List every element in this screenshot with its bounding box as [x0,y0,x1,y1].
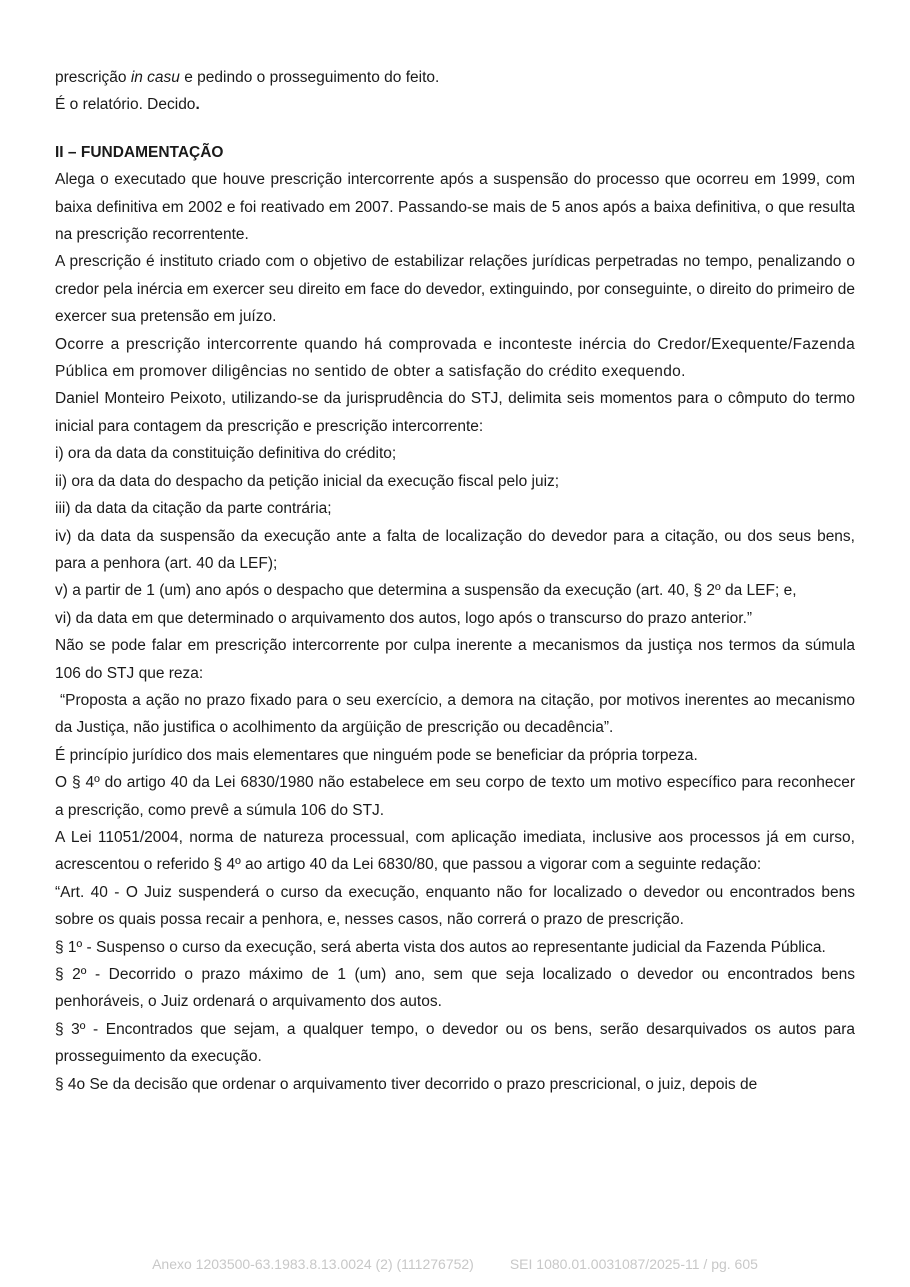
body-paragraph: Daniel Monteiro Peixoto, utilizando-se da jurisprudência do STJ, delimita seis momentos para o cômputo do termo inicial para contagem da prescrição e prescrição intercorrente: [55,390,855,435]
document-body [55,64,860,1098]
law-article: “Art. 40 - O Juiz suspenderá o curso da execução, enquanto não for localizado o devedor ou encontrados bens sobre os quais possa recair a penhora, e, nesses casos, não correrá o prazo de prescrição. [55,883,855,929]
footer-attachment-ref: Anexo 1203500-63.1983.8.13.0024 (2) (111276752) [152,1256,474,1272]
intro-paragraph: prescrição in casu e pedindo o prosseguimento do feito. [55,69,440,86]
list-item: iv) da data da suspensão da execução ante a falta de localização do devedor para a citação, ou dos seus bens, para a penhora (art. 40 da LEF); [55,527,855,572]
body-paragraph: Ocorre a prescrição intercorrente quando há comprovada e inconteste inércia do Credor/Exequente/Fazenda Pública em promover diligências no sentido de obter a satisfação do crédito exequendo. [55,335,855,381]
spacer [55,119,855,139]
body-paragraph: A Lei 11051/2004, norma de natureza processual, com aplicação imediata, inclusive aos processos já em curso, acrescentou o referido § 4º ao artigo 40 da Lei 6830/80, que passou a vigorar com a seguinte redação: [55,828,855,874]
list-item: i) ora da data da constituição definitiva do crédito; [55,445,397,463]
law-paragraph: § 3º - Encontrados que sejam, a qualquer tempo, o devedor ou os bens, serão desarquivados os autos para prosseguimento da execução. [55,1020,855,1066]
body-paragraph: Não se pode falar em prescrição intercorrente por culpa inerente a mecanismos da justiça nos termos da súmula 106 do STJ que reza: [55,637,855,682]
page-footer [0,1256,910,1272]
section-heading: II – FUNDAMENTAÇÃO [55,143,224,161]
list-item: v) a partir de 1 (um) ano após o despacho que determina a suspensão da execução (art. 40, § 2º da LEF; e, [55,582,797,600]
report-paragraph: É o relatório. Decido. [55,96,200,114]
list-item: vi) da data em que determinado o arquivamento dos autos, logo após o transcurso do prazo anterior.” [55,609,753,627]
law-paragraph: § 1º - Suspenso o curso da execução, será aberta vista dos autos ao representante judicial da Fazenda Pública. [55,938,826,956]
quote-paragraph: “Proposta a ação no prazo fixado para o seu exercício, a demora na citação, por motivos inerentes ao mecanismo da Justiça, não justifica o acolhimento da argüição de prescrição ou decadência”. [55,691,860,737]
body-paragraph: A prescrição é instituto criado com o objetivo de estabilizar relações jurídicas perpetradas no tempo, penalizando o credor pela inércia em exercer seu direito em face do devedor, extinguindo, por conseguinte, o direito do primeiro de exercer sua pretensão em juízo. [55,253,855,326]
body-paragraph: É princípio jurídico dos mais elementares que ninguém pode se beneficiar da própria torpeza. [55,746,698,764]
body-paragraph: O § 4º do artigo 40 da Lei 6830/1980 não estabelece em seu corpo de texto um motivo específico para reconhecer a prescrição, como prevê a súmula 106 do STJ. [55,774,855,819]
footer-sei-ref: SEI 1080.01.0031087/2025-11 / pg. 605 [509,1256,758,1272]
law-paragraph: § 2º - Decorrido o prazo máximo de 1 (um) ano, sem que seja localizado o devedor ou encontrados bens penhoráveis, o Juiz ordenará o arquivamento dos autos. [55,966,855,1011]
law-paragraph: § 4o Se da decisão que ordenar o arquivamento tiver decorrido o prazo prescricional, o juiz, depois de [55,1075,758,1093]
latin-term: in casu [130,69,180,86]
list-item: ii) ora da data do despacho da petição inicial da execução fiscal pelo juiz; [55,472,560,490]
list-item: iii) da data da citação da parte contrária; [55,500,332,518]
body-paragraph: Alega o executado que houve prescrição intercorrente após a suspensão do processo que ocorreu em 1999, com baixa definitiva em 2002 e foi reativado em 2007. Passando-se mais de 5 anos após a baixa definitiva, o que resulta na prescrição recorrentente. [55,171,855,244]
